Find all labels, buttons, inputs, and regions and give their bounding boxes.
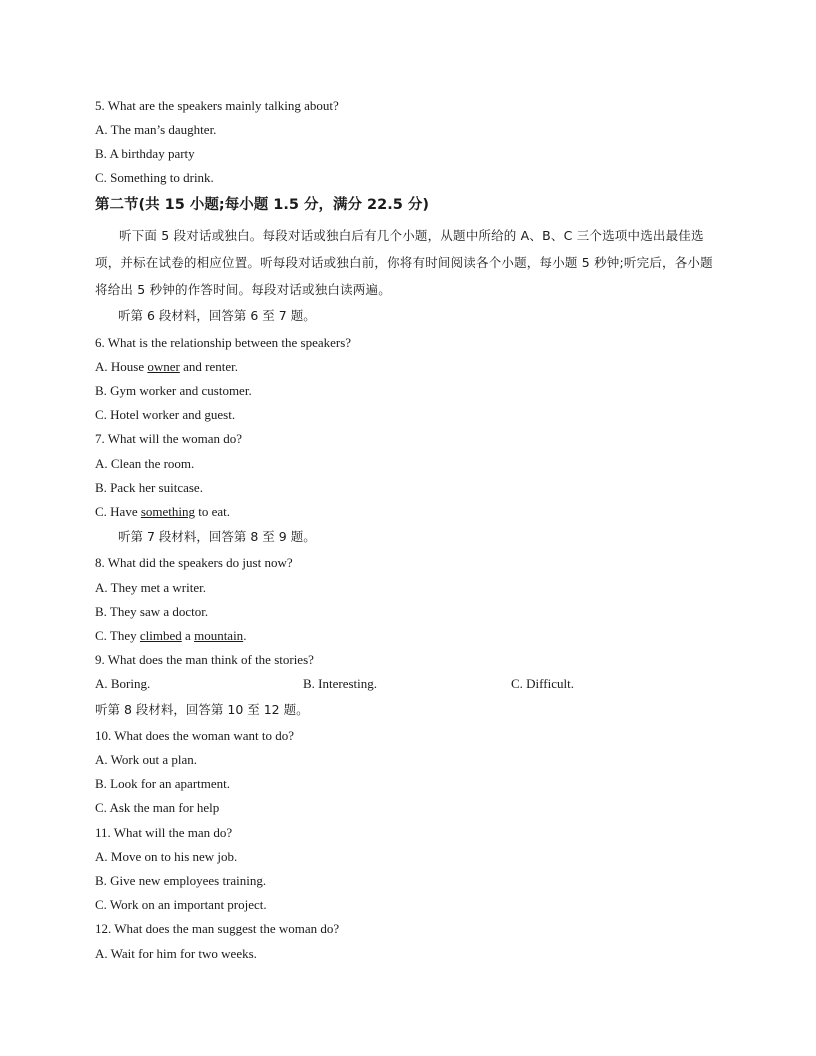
option-7c-text-end: to eat. — [195, 504, 231, 519]
option-8c — [95, 628, 246, 644]
question-11: 11. What will the man do? — [95, 825, 233, 840]
option-7a: A. Clean the room. — [95, 456, 195, 471]
option-12a: A. Wait for him for two weeks. — [95, 946, 257, 961]
section-2-instructions: 听下面 5 段对话或独白。每段对话或独白后有几个小题，从题中所给的 A、B、C 三个选项中选出最佳选项，并标在试卷的相应位置。听每段对话或独白前，你将有时间阅读各个小题，每小题 5 秒钟;听完后，各小题将给出 5 秒钟的作答时间。每段对话或独白读两遍。 — [95, 228, 713, 297]
option-8c-text: C. They — [95, 628, 140, 643]
option-6a — [95, 359, 238, 375]
question-5: 5. What are the speakers mainly talking about? — [95, 98, 339, 113]
question-10: 10. What does the woman want to do? — [95, 728, 295, 743]
option-8c-text-mid: a — [181, 628, 195, 643]
option-7c — [95, 504, 230, 520]
option-7c-text: C. Have — [95, 504, 141, 519]
option-6a-text: A. House — [95, 359, 148, 374]
option-11c: C. Work on an important project. — [95, 897, 267, 912]
underlined-word: owner — [147, 359, 180, 374]
underlined-word: mountain — [194, 628, 244, 643]
option-6b: B. Gym worker and customer. — [95, 383, 252, 398]
question-8: 8. What did the speakers do just now? — [95, 555, 293, 570]
option-8b: B. They saw a doctor. — [95, 604, 209, 619]
option-10a: A. Work out a plan. — [95, 752, 197, 767]
question-7: 7. What will the woman do? — [95, 431, 243, 446]
underlined-word: climbed — [139, 628, 182, 643]
option-5c: C. Something to drink. — [95, 170, 214, 185]
option-6a-text-end: and renter. — [179, 359, 238, 374]
option-10c: C. Ask the man for help — [95, 800, 220, 815]
option-6c: C. Hotel worker and guest. — [95, 407, 236, 422]
option-9a: A. Boring. — [95, 676, 151, 691]
option-7b: B. Pack her suitcase. — [95, 480, 203, 495]
option-9c: C. Difficult. — [511, 676, 574, 691]
option-9b: B. Interesting. — [303, 676, 378, 691]
question-9: 9. What does the man think of the stories? — [95, 652, 314, 667]
material-8-heading: 听第 8 段材料，回答第 10 至 12 题。 — [95, 702, 309, 717]
option-5b: B. A birthday party — [95, 146, 195, 161]
option-11b: B. Give new employees training. — [95, 873, 267, 888]
option-8a: A. They met a writer. — [95, 580, 206, 595]
underlined-word: something — [140, 504, 196, 519]
option-8c-text-end: . — [243, 628, 247, 643]
question-6: 6. What is the relationship between the speakers? — [95, 335, 352, 350]
material-7-heading: 听第 7 段材料，回答第 8 至 9 题。 — [118, 529, 316, 544]
option-5a: A. The man’s daughter. — [95, 122, 217, 137]
option-10b: B. Look for an apartment. — [95, 776, 231, 791]
option-11a: A. Move on to his new job. — [95, 849, 238, 864]
section-2-heading: 第二节(共 15 小题;每小题 1.5 分，满分 22.5 分) — [95, 197, 429, 213]
material-6-heading: 听第 6 段材料，回答第 6 至 7 题。 — [118, 308, 316, 323]
question-12: 12. What does the man suggest the woman do? — [95, 921, 340, 936]
